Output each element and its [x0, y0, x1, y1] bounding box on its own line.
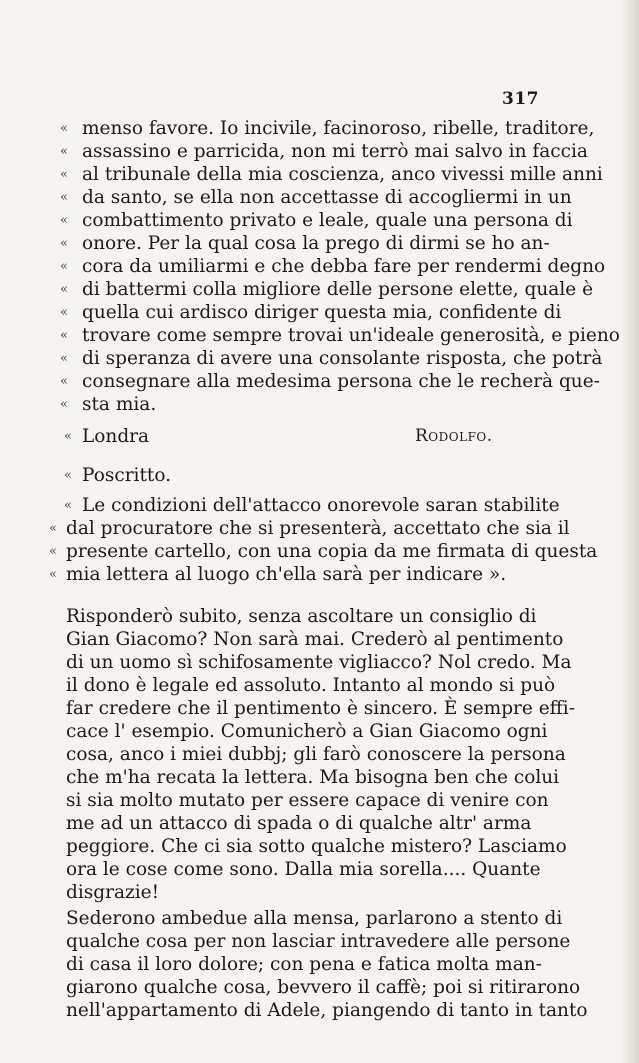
quote-mark: «: [60, 351, 68, 366]
body-line-3: di un uomo sì schifosamente vigliacco? Nol credo. Ma: [66, 652, 572, 673]
body-line-4: il dono è legale ed assoluto. Intanto al mondo si può: [66, 675, 556, 696]
body-line-11: peggiore. Che ci sia sotto qualche mistero? Lasciamo: [66, 836, 567, 857]
quote-mark: «: [60, 328, 68, 343]
book-page: 317 « menso favore. Io incivile, facinoroso, ribelle, traditore, « assassino e parricida, non mi terrò mai salvo in faccia « al tribunale della mia coscienza, anco vivessi mille anni « da santo, se ella non accettasse di accogliermi in un « combattimento privato e leale, quale una persona di « onore. Per la qual cosa la prego di dirmi se ho an- « cora da umiliarmi e che debba fare per rendermi degno « di battermi colla migliore delle persone elette, quale è « quella cui ardisco diriger questa mia, confidente di « trovare come sempre trovai un'ideale generosità, e pieno « di speranza di avere una consolante risposta, che potrà « consegnare alla medesima persona che le recherà que- « sta mia. « Londra Rodolfo. « Poscritto. « Le condizioni dell'attacco onorevole saran stabilite « dal procuratore che si presenterà, accettato che sia il « presente cartello, con una copia da me firmata di questa « mia lettera al luogo ch'ella sarà per indicare ». Risponderò subito, senza ascoltare un consiglio di Gian Giacomo? Non sarà mai. Crederò al pentimento di un uomo sì schifosamente vigliacco? Nol credo. Ma il dono è legale ed assoluto. Intanto al mondo si può far credere che il pentimento è sincero. È sempre effi- cace l' esempio. Comunicherò a Gian Giacomo ogni cosa, anco i miei dubbj; gli farò conoscere la persona che m'ha recata la lettera. Ma bisogna ben che colui si sia molto mutato per essere capace di venire con me ad un attacco di spada o di qualche altr' arma peggiore. Che ci sia sotto qualche mistero? Lasciamo ora le cose come sono. Dalla mia sorella.... Quante disgrazie! Sederono ambedue alla mensa, parlarono a stento di qualche cosa per non lasciar intravedere alle persone di casa il loro dolore; con pena e fatica molta man- giarono qualche cosa, bevvero il caffè; poi si ritirarono nell'appartamento di Adele, piangendo di tanto in tanto: [0, 0, 639, 1063]
body-line-13: disgrazie!: [66, 882, 160, 903]
closing-signature: Rodolfo.: [415, 426, 493, 446]
page-edge-shadow: [621, 0, 639, 1063]
quote-mark: «: [60, 305, 68, 320]
quote-mark: «: [49, 567, 57, 582]
final-line-4: giarono qualche cosa, bevvero il caffè; poi si ritirarono: [66, 977, 581, 998]
body-line-2: Gian Giacomo? Non sarà mai. Crederò al pentimento: [66, 629, 564, 650]
quote-mark: «: [60, 374, 68, 389]
body-line-9: si sia molto mutato per essere capace di venire con: [66, 790, 549, 811]
body-line-5: far credere che il pentimento è sincero. È sempre effi-: [66, 698, 575, 719]
quote-mark: «: [60, 259, 68, 274]
final-line-3: di casa il loro dolore; con pena e fatica molta man-: [66, 954, 542, 975]
quote-mark: «: [60, 282, 68, 297]
quote-mark: «: [60, 190, 68, 205]
body-line-12: ora le cose come sono. Dalla mia sorella.... Quante: [66, 859, 541, 880]
final-line-2: qualche cosa per non lasciar intravedere alle persone: [66, 931, 571, 952]
final-line-5: nell'appartamento di Adele, piangendo di tanto in tanto: [66, 1000, 588, 1021]
quote-mark: «: [64, 498, 72, 513]
quote-mark: «: [60, 121, 68, 136]
quote-mark: «: [60, 236, 68, 251]
postscript-label: Poscritto.: [82, 465, 172, 486]
quote-mark: «: [49, 521, 57, 536]
body-line-8: che m'ha recata la lettera. Ma bisogna ben che colui: [66, 767, 560, 788]
quote-mark: «: [64, 468, 72, 483]
page-number: 317: [502, 89, 539, 109]
quote-mark: «: [64, 429, 72, 444]
final-line-1: Sederono ambedue alla mensa, parlarono a stento di: [66, 908, 563, 929]
body-line-1: Risponderò subito, senza ascoltare un consiglio di: [66, 606, 537, 627]
closing-city: Londra: [82, 426, 150, 447]
quote-mark: «: [60, 167, 68, 182]
quote-mark: «: [60, 397, 68, 412]
body-line-7: cosa, anco i miei dubbj; gli farò conoscere la persona: [66, 744, 566, 765]
quote-mark: «: [60, 144, 68, 159]
body-line-10: me ad un attacco di spada o di qualche altr' arma: [66, 813, 532, 834]
quote-mark: «: [49, 544, 57, 559]
body-line-6: cace l' esempio. Comunicherò a Gian Giacomo ogni: [66, 721, 548, 742]
quote-mark: «: [60, 213, 68, 228]
